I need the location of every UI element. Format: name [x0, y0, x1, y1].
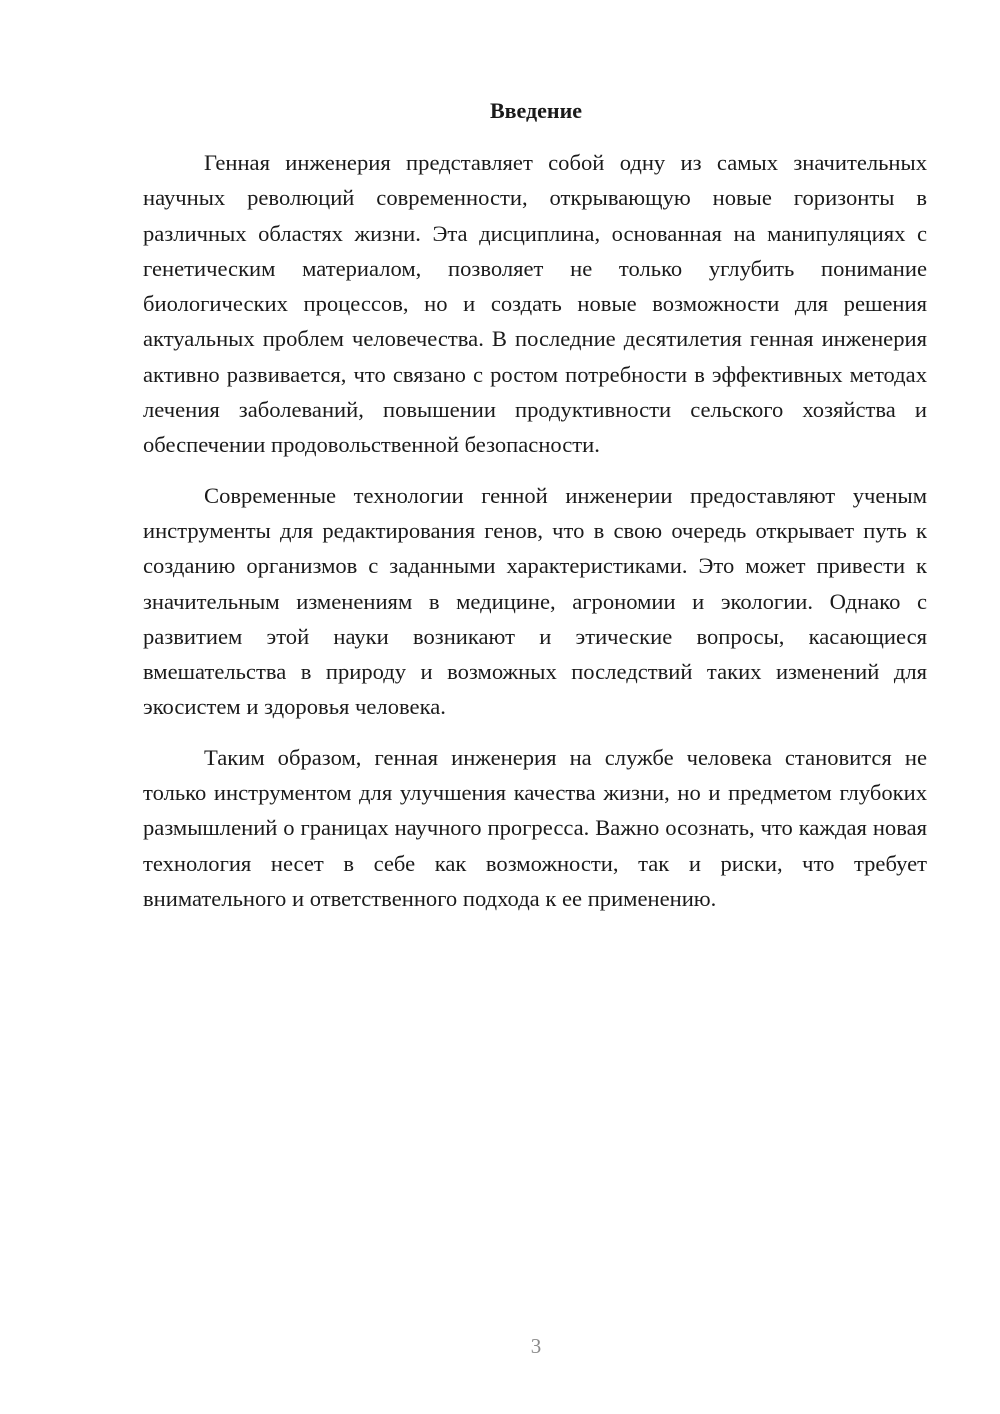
body-text	[143, 145, 927, 916]
paragraph-2: Современные технологии генной инженерии предоставляют ученым инструменты для редактирования генов, что в свою очередь открывает путь к созданию организмов с заданными характеристиками. Это может привести к значительным изменениям в медицине, агрономии и экологии. Однако с развитием этой науки возникают и этические вопросы, касающиеся вмешательства в природу и возможных последствий таких изменений для экосистем и здоровья человека.	[143, 482, 927, 720]
section-heading: Введение	[489, 98, 583, 123]
paragraph-1: Генная инженерия представляет собой одну из самых значительных научных революций современности, открывающую новые горизонты в различных областях жизни. Эта дисциплина, основанная на манипуляциях с генетическим материалом, позволяет не только углубить понимание биологических процессов, но и создать новые возможности для решения актуальных проблем человечества. В последние десятилетия генная инженерия активно развивается, что связано с ростом потребности в эффективных методах лечения заболеваний, повышении продуктивности сельского хозяйства и обеспечении продовольственной безопасности.	[143, 150, 927, 458]
page-number: 3	[530, 1334, 542, 1358]
paragraph-3: Таким образом, генная инженерия на службе человека становится не только инструментом для улучшения качества жизни, но и предметом глубоких размышлений о границах научного прогресса. Важно осознать, что каждая новая технология несет в себе как возможности, так и риски, что требует внимательного и ответственного подхода к ее применению.	[143, 744, 927, 911]
